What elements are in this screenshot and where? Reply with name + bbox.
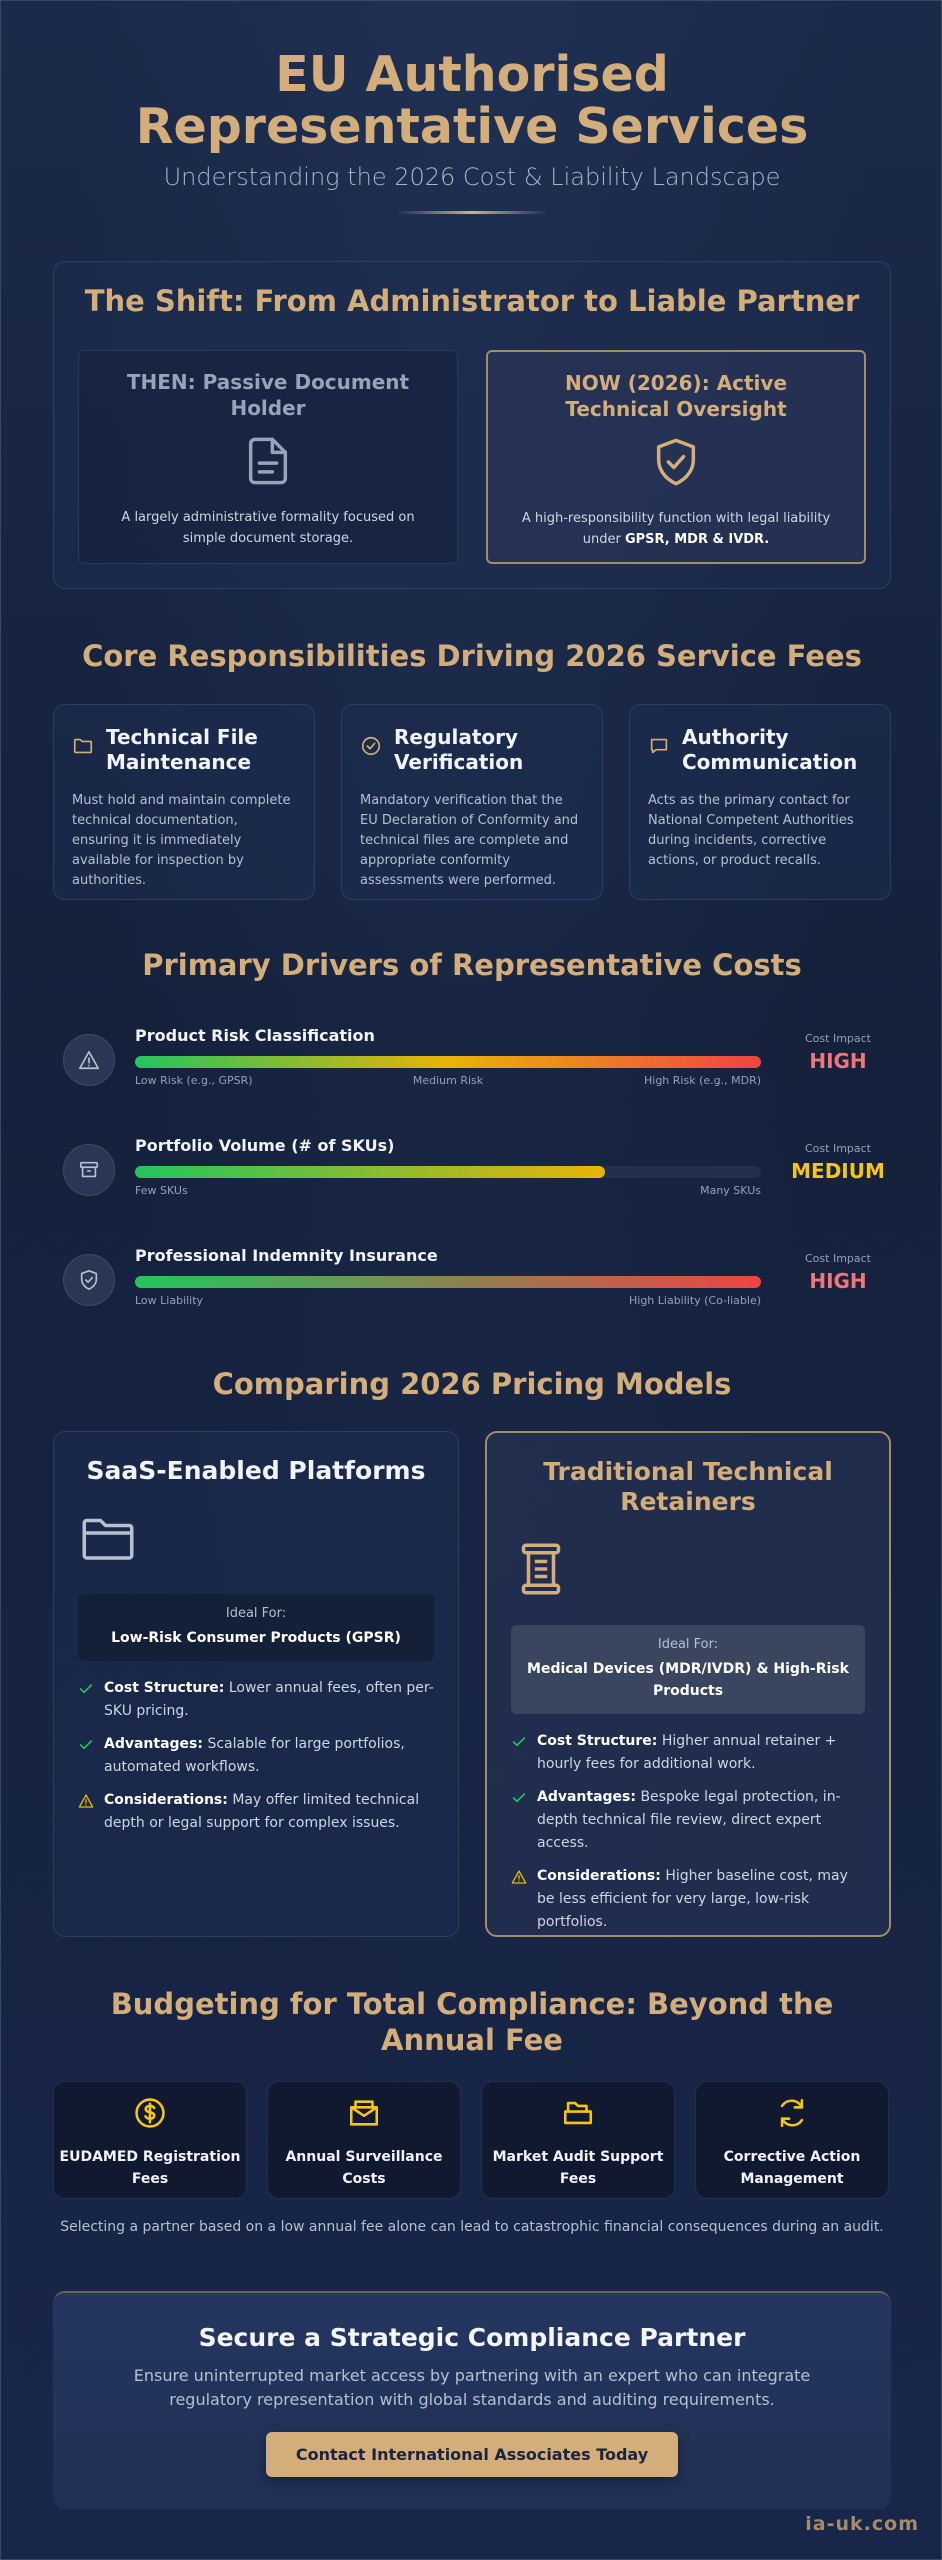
- cost-impact-value: MEDIUM: [791, 1159, 885, 1183]
- page-title: EU Authorised Representative Services: [135, 46, 809, 155]
- scale-label: High Liability (Co-liable): [629, 1294, 761, 1307]
- responsibility-card: [341, 704, 603, 900]
- check-icon: [511, 1790, 527, 1806]
- archive-box-icon: [78, 1159, 100, 1181]
- driver-row: [63, 1026, 883, 1096]
- scale-label: Few SKUs: [135, 1184, 188, 1197]
- budget-label: EUDAMED Registration Fees: [59, 2149, 241, 2187]
- budget-label: Annual Surveillance Costs: [285, 2149, 443, 2187]
- now-title: NOW (2026): Active Technical Oversight: [564, 371, 788, 421]
- responsibility-card: [629, 704, 891, 900]
- responsibilities-title: Core Responsibilities Driving 2026 Service Fees: [82, 639, 862, 673]
- hero: [1, 46, 942, 214]
- responsibility-text: Acts as the primary contact for National Competent Authorities during incidents, corrective actions, or product recalls.: [648, 793, 854, 868]
- check-icon: [78, 1737, 94, 1753]
- cost-impact-value: HIGH: [809, 1049, 867, 1073]
- feature-point: Considerations: Higher baseline cost, may be less efficient for very large, low-risk portfolios.: [511, 1865, 865, 1934]
- driver-icon-circle: [63, 1034, 115, 1086]
- check-icon: [511, 1734, 527, 1750]
- budget-item: [267, 2081, 461, 2199]
- budget-item: [695, 2081, 889, 2199]
- ideal-for-box: [511, 1625, 865, 1714]
- now-card: [486, 350, 866, 564]
- ideal-for-box: [78, 1594, 434, 1661]
- cost-impact-label: Cost Impact: [805, 1252, 871, 1265]
- saas-card: [53, 1431, 459, 1937]
- driver-icon-circle: [63, 1144, 115, 1196]
- scale-label: High Risk (e.g., MDR): [644, 1074, 761, 1087]
- driver-bar-track: [135, 1276, 761, 1288]
- budget-title: Budgeting for Total Compliance: Beyond the Annual Fee: [110, 1987, 834, 2057]
- scale-label: Low Risk (e.g., GPSR): [135, 1074, 253, 1087]
- check-icon: [78, 1681, 94, 1697]
- folders-icon: [561, 2096, 595, 2130]
- cta-title: Secure a Strategic Compliance Partner: [198, 2323, 746, 2352]
- then-text: A largely administrative formality focused on simple document storage.: [121, 510, 415, 546]
- pricing-title: Comparing 2026 Pricing Models: [212, 1367, 732, 1401]
- refresh-icon: [775, 2096, 809, 2130]
- cta-section: [53, 2291, 891, 2509]
- driver-bar-fill: [135, 1166, 605, 1178]
- budget-item: [481, 2081, 675, 2199]
- check-circle-icon: [360, 735, 382, 757]
- feature-point: Advantages: Scalable for large portfolios, automated workflows.: [78, 1733, 434, 1779]
- folder-icon: [78, 1508, 138, 1568]
- responsibility-text: Mandatory verification that the EU Declaration of Conformity and technical files are complete and appropriate conformity assessments were performed.: [360, 793, 579, 888]
- driver-row: [63, 1136, 883, 1206]
- now-text: A high-responsibility function with legal liability under GPSR, MDR & IVDR.: [521, 511, 831, 547]
- budget-warning: Selecting a partner based on a low annual fee alone can lead to catastrophic financial consequences during an audit.: [60, 2219, 884, 2235]
- responsibility-card: [53, 704, 315, 900]
- title-divider: [397, 211, 547, 214]
- then-title: THEN: Passive Document Holder: [126, 370, 410, 420]
- cost-impact-label: Cost Impact: [805, 1032, 871, 1045]
- cost-impact: [783, 1252, 893, 1293]
- ideal-for-label: Ideal For:: [657, 1637, 719, 1652]
- budget-label: Corrective Action Management: [723, 2149, 861, 2187]
- driver-bar-fill: [135, 1056, 761, 1068]
- ideal-for-label: Ideal For:: [225, 1606, 287, 1621]
- budget-item: [53, 2081, 247, 2199]
- warning-triangle-icon: [78, 1049, 100, 1071]
- drivers-title: Primary Drivers of Representative Costs: [142, 948, 802, 982]
- saas-title: SaaS-Enabled Platforms: [86, 1456, 426, 1485]
- contact-button[interactable]: Contact International Associates Today: [266, 2432, 678, 2477]
- responsibility-title: Technical File Maintenance: [106, 725, 258, 774]
- driver-label: Professional Indemnity Insurance: [135, 1246, 438, 1265]
- envelope-open-icon: [347, 2096, 381, 2130]
- footer-brand[interactable]: ia-uk.com: [805, 2513, 919, 2535]
- shift-section: [53, 261, 891, 589]
- feature-point: Advantages: Bespoke legal protection, in-depth technical file review, direct expert access.: [511, 1786, 865, 1855]
- driver-row: [63, 1246, 883, 1316]
- driver-bar-track: [135, 1166, 761, 1178]
- page-subtitle: Understanding the 2026 Cost & Liability Landscape: [163, 163, 781, 191]
- responsibility-title: Authority Communication: [682, 725, 858, 774]
- scale-label: Many SKUs: [700, 1184, 761, 1197]
- ideal-for-value: Medical Devices (MDR/IVDR) & High-Risk Products: [527, 1661, 849, 1699]
- feature-point: Cost Structure: Lower annual fees, often per-SKU pricing.: [78, 1677, 434, 1723]
- driver-label: Product Risk Classification: [135, 1026, 375, 1045]
- cost-impact: [783, 1032, 893, 1073]
- folder-icon: [72, 735, 94, 757]
- scroll-icon: [511, 1539, 571, 1599]
- driver-icon-circle: [63, 1254, 115, 1306]
- ideal-for-value: Low-Risk Consumer Products (GPSR): [111, 1630, 401, 1646]
- feature-point: Cost Structure: Higher annual retainer + hourly fees for additional work.: [511, 1730, 865, 1776]
- cost-impact-value: HIGH: [809, 1269, 867, 1293]
- then-card: [78, 350, 458, 564]
- feature-point: Considerations: May offer limited technical depth or legal support for complex issues.: [78, 1789, 434, 1835]
- cost-impact: [783, 1142, 893, 1183]
- warning-triangle-icon: [511, 1869, 527, 1885]
- shield-check-icon: [650, 436, 702, 488]
- warning-triangle-icon: [78, 1793, 94, 1809]
- shift-title: The Shift: From Administrator to Liable Partner: [84, 284, 860, 318]
- driver-bar-track: [135, 1056, 761, 1068]
- dollar-coin-icon: [133, 2096, 167, 2130]
- budget-label: Market Audit Support Fees: [492, 2149, 664, 2187]
- driver-bar-fill: [135, 1276, 761, 1288]
- shield-check-icon: [78, 1269, 100, 1291]
- scale-label: Low Liability: [135, 1294, 204, 1307]
- responsibility-title: Regulatory Verification: [394, 725, 524, 774]
- cta-text: Ensure uninterrupted market access by partnering with an expert who can integrate regulatory representation with global standards and auditing requirements.: [133, 2366, 811, 2409]
- driver-label: Portfolio Volume (# of SKUs): [135, 1136, 395, 1155]
- chat-icon: [648, 735, 670, 757]
- responsibility-text: Must hold and maintain complete technical documentation, ensuring it is immediately available for inspection by authorities.: [72, 793, 291, 888]
- document-icon: [242, 435, 294, 487]
- traditional-card: [485, 1431, 891, 1937]
- traditional-title: Traditional Technical Retainers: [543, 1457, 833, 1516]
- scale-label: Medium Risk: [412, 1074, 484, 1087]
- cost-impact-label: Cost Impact: [805, 1142, 871, 1155]
